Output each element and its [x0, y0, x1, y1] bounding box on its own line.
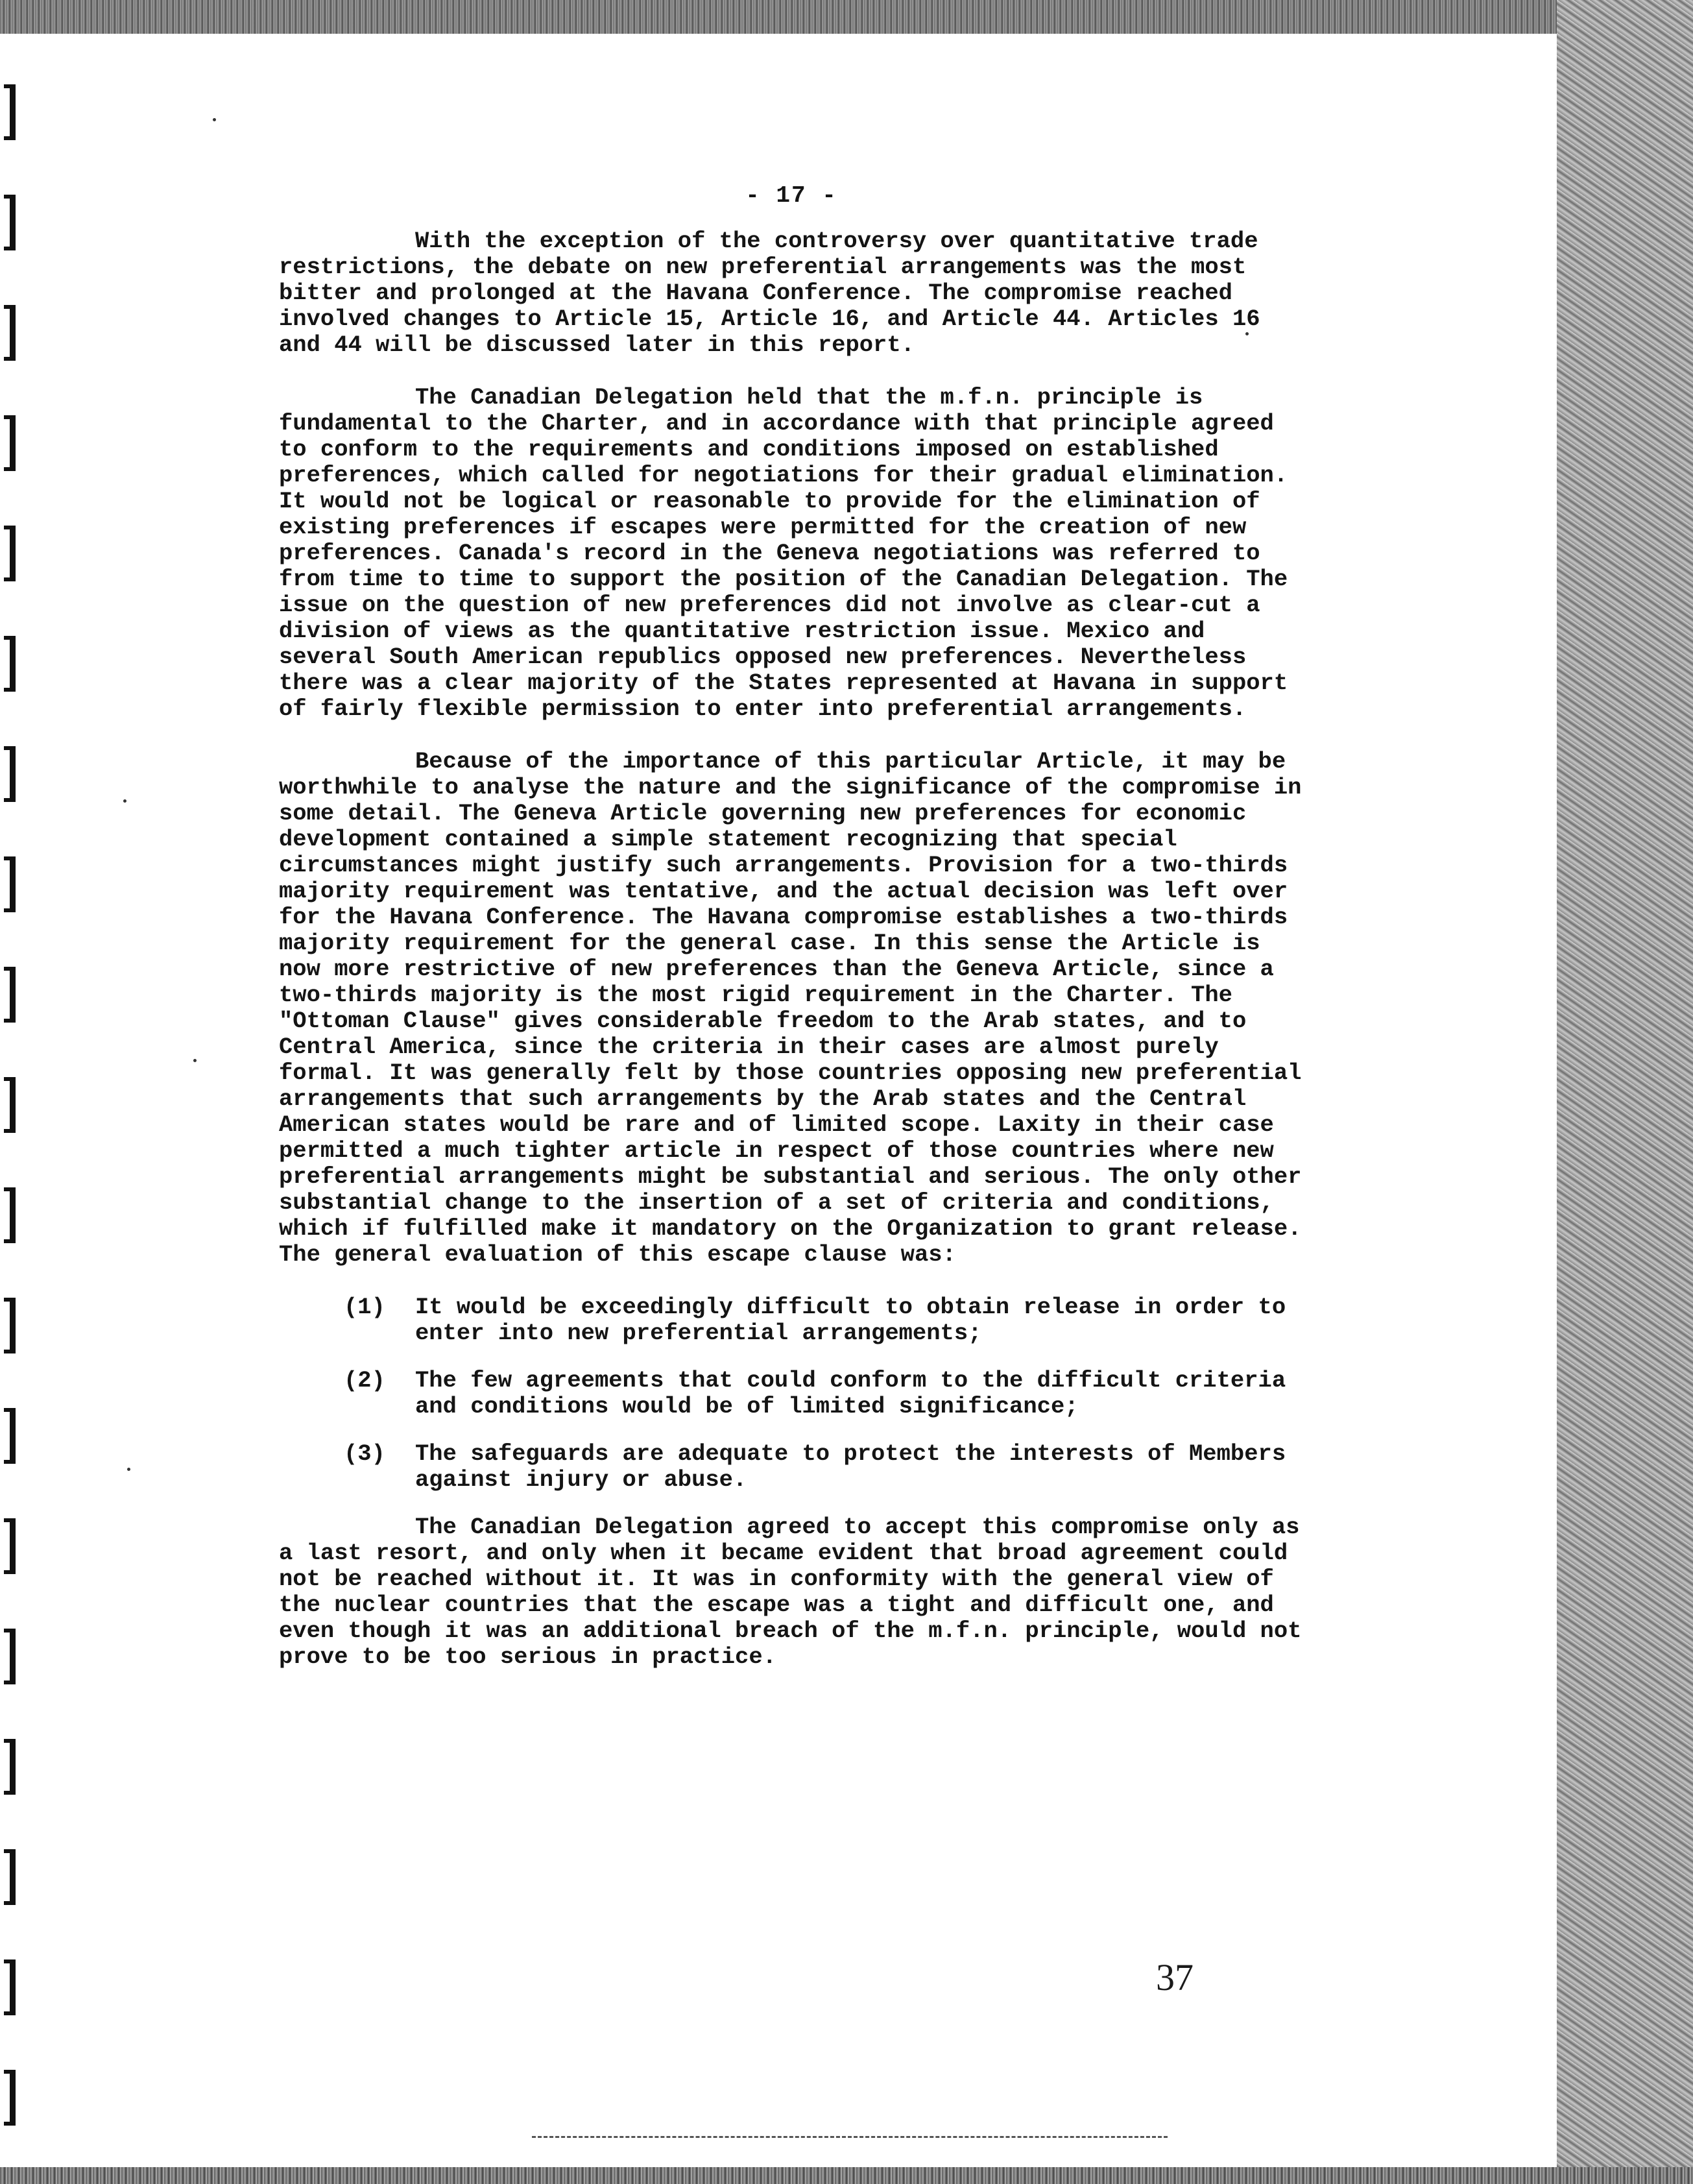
folio-number: 37 — [1156, 1956, 1194, 1998]
document-body — [279, 157, 1304, 1697]
binder-bracket — [4, 1077, 16, 1133]
binder-bracket — [4, 1518, 16, 1574]
binder-bracket — [4, 2070, 16, 2126]
list-item-number: (2) — [344, 1367, 385, 1394]
list-item-number: (3) — [344, 1440, 385, 1467]
footer-rule — [532, 2136, 1168, 2138]
binder-bracket — [4, 526, 16, 581]
binder-bracket — [4, 1739, 16, 1795]
scan-border-top — [0, 0, 1693, 34]
binder-bracket — [4, 305, 16, 361]
document-page — [0, 34, 1557, 2167]
list-item-text: The few agreements that could conform to the difficult criteria and conditions would be of limited significance; — [415, 1367, 1286, 1420]
paragraph-2: The Canadian Delegation held that the m.f.n. principle is fundamental to the Charter, and in accordance with that principle agreed to conform to the requirements and conditions imposed on established preferences, which called for negotiations for their gradual elimination. It would not be logical or reasonable to provide for the elimination of existing preferences if escapes were permitted for the creation of new preferences. Canada's record in the Geneva negotiations was referred to from time to time to support the position of the Canadian Delegation. The issue on the question of new preferences did not involve as clear-cut a division of views as the quantitative restriction issue. Mexico and several South American republics opposed new preferences. Nevertheless there was a clear majority of the States represented at Havana in support of fairly flexible permission to enter into preferential arrangements. — [279, 384, 1288, 722]
binder-bracket — [4, 1629, 16, 1684]
list-item-text: The safeguards are adequate to protect the interests of Members against injury or abuse. — [415, 1440, 1286, 1493]
binder-holes — [0, 34, 26, 2167]
binder-bracket — [4, 1849, 16, 1905]
scan-speck — [193, 1059, 197, 1062]
evaluation-list — [279, 1294, 1304, 1493]
binder-bracket — [4, 1187, 16, 1243]
list-item — [279, 1294, 1304, 1346]
page-number: - 17 - — [745, 182, 837, 209]
binder-bracket — [4, 1298, 16, 1353]
scan-border-right — [1557, 0, 1693, 2184]
list-item-number: (1) — [344, 1294, 385, 1320]
binder-bracket — [4, 856, 16, 912]
scan-speck — [123, 799, 126, 803]
scan-speck — [213, 118, 216, 121]
list-item — [279, 1441, 1304, 1493]
binder-bracket — [4, 967, 16, 1023]
paragraph-1: With the exception of the controversy over quantitative trade restrictions, the debate on new preferential arrangements was the most bitter and prolonged at the Havana Conference. The compromise reached involved changes to Article 15, Article 16, and Article 44. Articles 16 and 44 will be discussed later in this report. — [279, 228, 1260, 358]
binder-bracket — [4, 1408, 16, 1464]
binder-bracket — [4, 1960, 16, 2015]
paragraph-3: Because of the importance of this particular Article, it may be worthwhile to analyse the nature and the significance of the compromise in some detail. The Geneva Article governing new preferences for economic development contained a simple statement recognizing that special circumstances might justify such arrangements. Provision for a two-thirds majority requirement was tentative, and the actual decision was left over for the Havana Conference. The Havana compromise establishes a two-thirds majority requirement for the general case. In this sense the Article is now more restrictive of new preferences than the Geneva Article, since a two-thirds majority is the most rigid requirement in the Charter. The "Ottoman Clause" gives considerable freedom to the Arab states, and to Central America, since the criteria in their cases are almost purely formal. It was generally felt by those countries opposing new preferential arrangements that such arrangements by the Arab states and the Central American states would be rare and of limited scope. Laxity in their case permitted a much tighter article in respect of those countries where new preferential arrangements might be substantial and serious. The only other substantial change to the insertion of a set of criteria and conditions, which if fulfilled make it mandatory on the Organization to grant release. The general evaluation of this escape clause was: — [279, 748, 1302, 1268]
binder-bracket — [4, 415, 16, 471]
list-item-text: It would be exceedingly difficult to obtain release in order to enter into new preferential arrangements; — [415, 1294, 1286, 1346]
scan-speck — [127, 1468, 130, 1471]
list-item — [279, 1368, 1304, 1420]
closing-paragraph: The Canadian Delegation agreed to accept this compromise only as a last resort, and only when it became evident that broad agreement could not be reached without it. It was in conformity with the general view of the nuclear countries that the escape was a tight and difficult one, and even though it was an additional breach of the m.f.n. principle, would not prove to be too serious in practice. — [279, 1514, 1302, 1670]
binder-bracket — [4, 636, 16, 692]
binder-bracket — [4, 746, 16, 802]
binder-bracket — [4, 195, 16, 250]
scan-border-bottom — [0, 2167, 1693, 2184]
binder-bracket — [4, 84, 16, 140]
